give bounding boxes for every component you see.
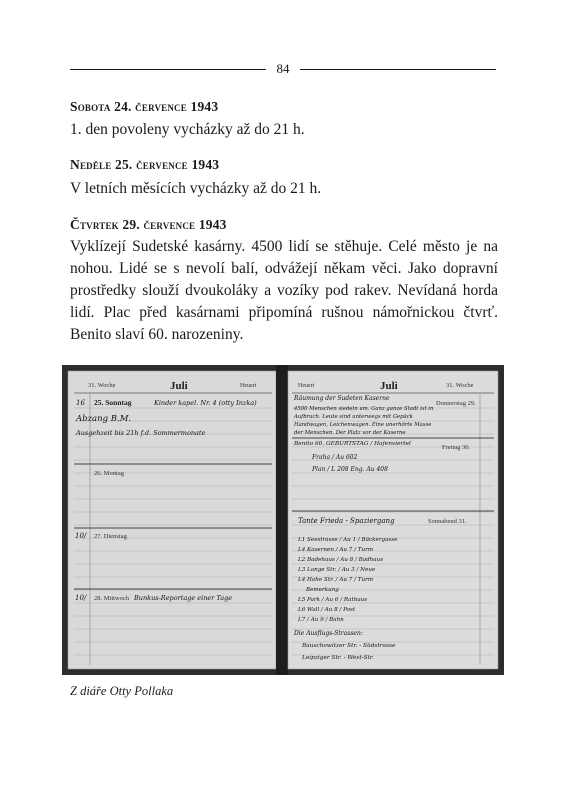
right-day-31: Sonnabend 31. xyxy=(428,518,467,525)
left-heuert-label: Heuert xyxy=(240,383,257,389)
page-number: 84 xyxy=(276,61,290,76)
right-handwriting: L1 Seestrasse / Au 1 / Bäckergasse xyxy=(298,537,398,543)
diary-right-page xyxy=(288,371,498,669)
left-day-28: 28. Mittwoch xyxy=(94,595,130,602)
right-handwriting: der Menschen. Der Platz vor der Kaserne xyxy=(294,430,406,436)
entry-date: Sobota 24. července 1943 xyxy=(70,99,219,114)
right-handwriting: Tante Frieda - Spaziergang xyxy=(298,517,395,525)
left-day-27: 27. Dienstag xyxy=(94,533,127,540)
right-handwriting: 4500 Menschen siedeln um. Ganz ganze Stadt ist in xyxy=(294,406,434,412)
entry-text: Vyklízejí Sudetské kasárny. 4500 lidí se stěhuje. Celé město je na nohou. Lidé se s nevolí balí, odvážejí někam věci. Jako dopravní prostředky slouží dvoukoláky a vozíky pod rakev. Nevídaná horda lidí. Plac před kasárnami připomíná rušnou námořnickou čtvrť. Benito slaví 60. narozeniny. xyxy=(70,238,498,343)
entry-text: 1. den povoleny vycházky až do 21 h. xyxy=(70,121,305,138)
entry-text: V letních měsících vycházky až do 21 h. xyxy=(70,180,322,197)
diary-left-page xyxy=(68,371,276,669)
right-day-30: Freitag 30. xyxy=(442,444,471,451)
left-handwriting: Abzang B.M. xyxy=(76,414,132,424)
right-week-label: 31. Woche xyxy=(446,382,474,389)
diary-binding xyxy=(276,365,288,675)
right-heuert-label: Heuert xyxy=(298,383,315,389)
right-handwriting: Handwagen, Leichenwagen. Eine unerhörte Masse xyxy=(294,422,432,428)
left-day-26: 26. Montag xyxy=(94,470,124,477)
entry-date: Neděle 25. července 1943 xyxy=(70,157,220,172)
right-handwriting: L4 Hohe Str. / Au 7 / Turm xyxy=(298,577,374,583)
right-handwriting: Räumung der Sudeten Kaserne xyxy=(294,395,390,402)
right-handwriting: L5 Park / Au 6 / Rathaus xyxy=(298,597,368,603)
right-handwriting: L4 Kasernen / Au 7 / Turm xyxy=(298,547,374,553)
left-handwriting: Kinder kapel. Nr. 4 (otty Inzka) xyxy=(154,399,257,407)
left-margin-note: 10/ xyxy=(75,594,87,602)
entry-date: Čtvrtek 29. července 1943 xyxy=(70,217,227,232)
right-day-29: Donnerstag 29. xyxy=(436,400,476,407)
left-handwriting: Bunkus-Reportage einer Tage xyxy=(134,594,233,602)
right-handwriting: Bemerkung xyxy=(306,587,339,593)
image-caption: Z diáře Otty Pollaka xyxy=(70,684,174,698)
left-handwriting: Ausgehzeit bis 21h f.d. Sommermonate xyxy=(76,429,206,437)
left-margin-note: 16 xyxy=(76,399,85,407)
right-handwriting: Bauschowitzer Str. - Südstrasse xyxy=(302,643,396,649)
right-handwriting: Benito 60. GEBURTSTAG / Hafenviertel xyxy=(294,441,411,447)
diary-photo xyxy=(62,365,504,675)
header-rule-left xyxy=(70,69,266,70)
right-handwriting: L2 Badehaus / Au 8 / Badhaus xyxy=(298,557,384,563)
left-day-25: 25. Sonntag xyxy=(94,398,132,407)
left-month-label: Juli xyxy=(170,380,188,392)
left-week-label: 31. Woche xyxy=(88,382,116,389)
right-handwriting: L3 Lange Str. / Au 3 / Neue xyxy=(298,567,376,573)
right-handwriting: L6 Wall / Au 8 / Post xyxy=(298,607,356,613)
right-handwriting: Leipziger Str. - West-Str. xyxy=(302,655,374,661)
right-handwriting: L7 / Au 9 / Bahn xyxy=(298,617,344,623)
right-handwriting: Aufbruch. Leute sind unterwegs mit Gepäck xyxy=(294,414,413,420)
right-handwriting: Fraha / Au 602 xyxy=(312,454,358,461)
right-handwriting: Die Ausflugs-Strassen: xyxy=(294,630,363,637)
header-rule-right xyxy=(300,69,496,70)
right-month-label: Juli xyxy=(380,380,398,392)
left-margin-note: 10/ xyxy=(75,532,87,540)
right-handwriting: Plan / L 208 Eng. Au 408 xyxy=(312,466,388,473)
